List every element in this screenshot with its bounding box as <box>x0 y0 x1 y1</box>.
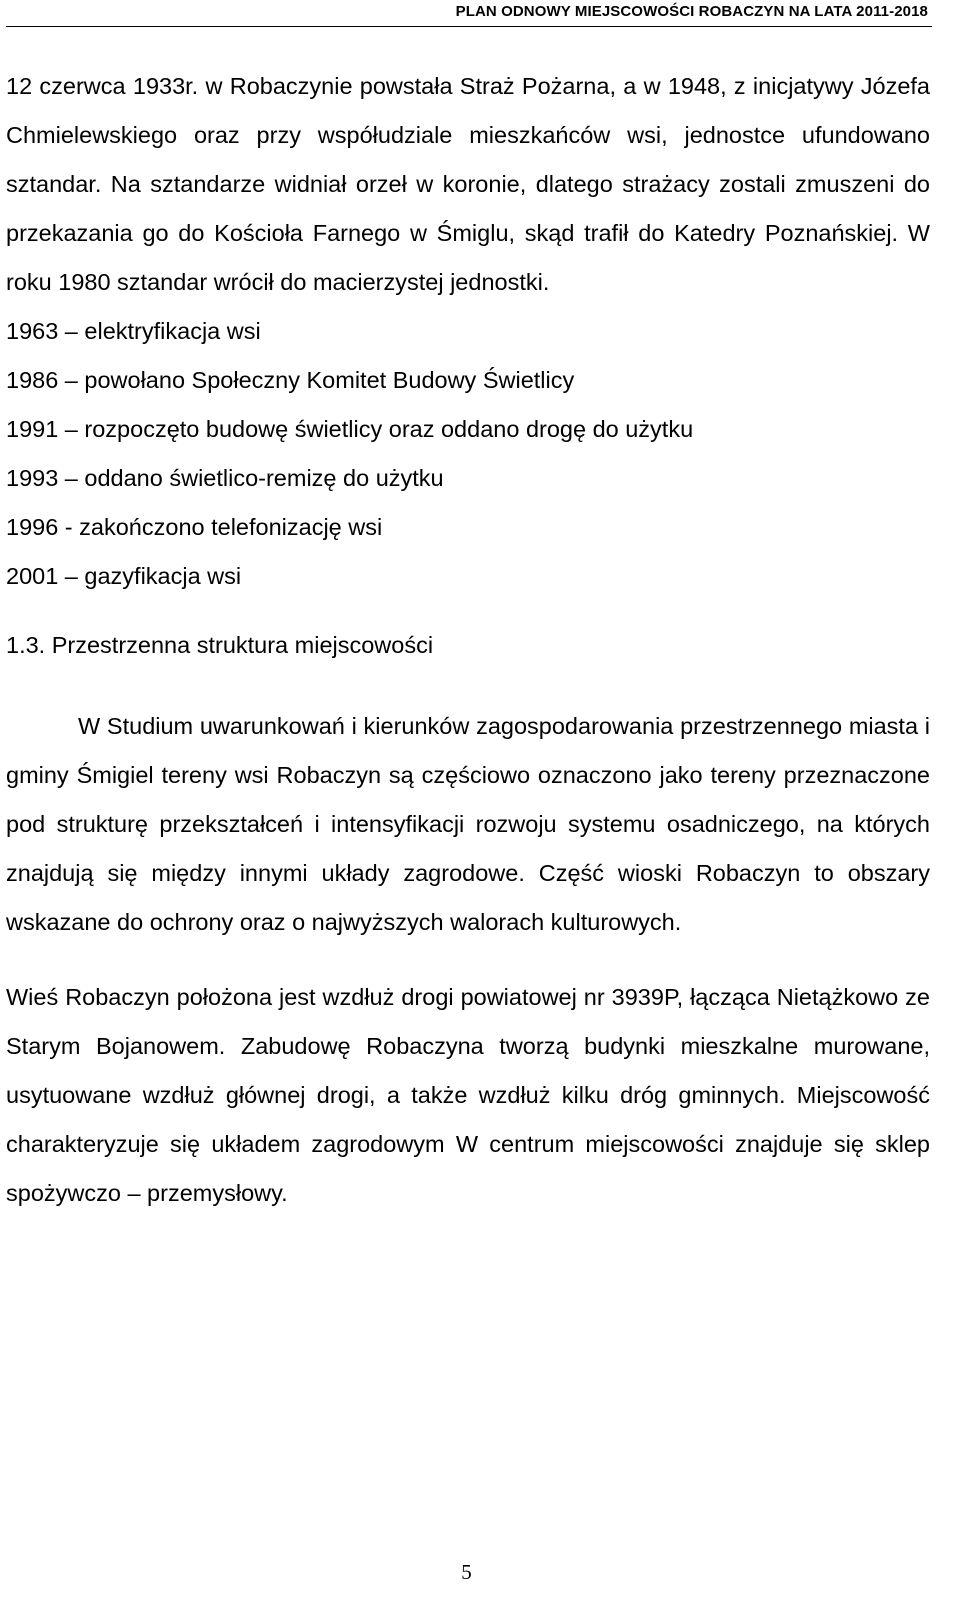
timeline-item: 1986 – powołano Społeczny Komitet Budowy Świetlicy <box>6 367 575 393</box>
section-paragraph-1: W Studium uwarunkowań i kierunków zagospodarowania przestrzennego miasta i gminy Śmigiel tereny wsi Robaczyn są częściowo oznaczono jako tereny przeznaczone pod strukturę przekształceń i intensyfikacji rozwoju systemu osadniczego, na których znajdują się między innymi układy zagrodowe. Część wioski Robaczyn to obszary wskazane do ochrony oraz o najwyższych walorach kulturowych. <box>6 713 930 935</box>
page-number: 5 <box>461 1560 472 1584</box>
timeline-item: 1963 – elektryfikacja wsi <box>6 318 261 344</box>
timeline-item: 1993 – oddano świetlico-remizę do użytku <box>6 465 444 491</box>
header-rule <box>6 26 932 27</box>
section-heading: 1.3. Przestrzenna struktura miejscowości <box>6 632 434 658</box>
timeline-item: 1991 – rozpoczęto budowę świetlicy oraz oddano drogę do użytku <box>6 416 694 442</box>
document-body <box>6 62 930 1218</box>
intro-paragraph: 12 czerwca 1933r. w Robaczynie powstała Straż Pożarna, a w 1948, z inicjatywy Józefa Chmielewskiego oraz przy współudziale mieszkańców wsi, jednostce ufundowano sztandar. Na sztandarze widniał orzeł w koronie, dlatego strażacy zostali zmuszeni do przekazania go do Kościoła Farnego w Śmiglu, skąd trafił do Katedry Poznańskiej. W roku 1980 sztandar wrócił do macierzystej jednostki. <box>6 73 930 295</box>
timeline-item: 2001 – gazyfikacja wsi <box>6 563 242 589</box>
running-header: PLAN ODNOWY MIEJSCOWOŚCI ROBACZYN NA LATA 2011-2018 <box>455 3 928 20</box>
section-paragraph-2: Wieś Robaczyn położona jest wzdłuż drogi powiatowej nr 3939P, łącząca Nietążkowo ze Starym Bojanowem. Zabudowę Robaczyna tworzą budynki mieszkalne murowane, usytuowane wzdłuż głównej drogi, a także wzdłuż kilku dróg gminnych. Miejscowość charakteryzuje się układem zagrodowym W centrum miejscowości znajduje się sklep spożywczo – przemysłowy. <box>6 984 930 1206</box>
timeline-item: 1996 - zakończono telefonizację wsi <box>6 514 383 540</box>
timeline-list <box>6 307 930 601</box>
